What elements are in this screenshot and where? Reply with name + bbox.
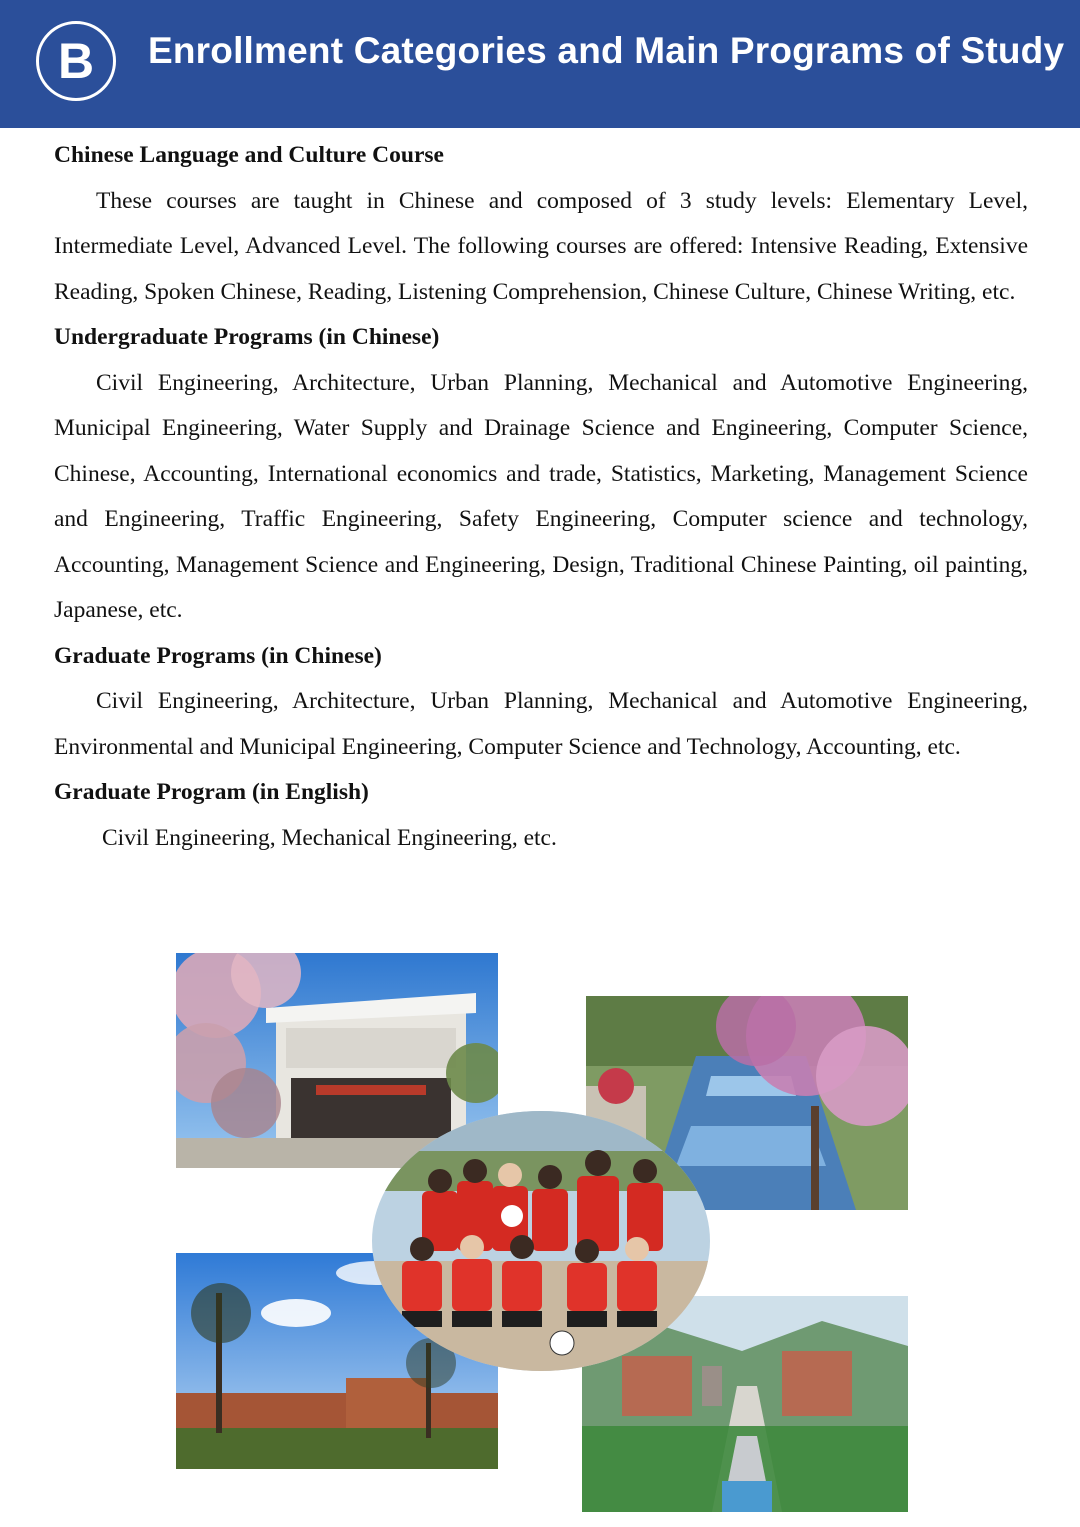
section-heading-undergraduate: Undergraduate Programs (in Chinese) — [54, 324, 440, 350]
page-header — [0, 0, 1080, 128]
section-body-undergraduate: Civil Engineering, Architecture, Urban Planning, Mechanical and Automotive Engineering, Municipal Engineering, Water Supply and Drainage Science and Engineering, Computer Science, Chinese, Accounting, International economics and trade, Statistics, Marketing, Management Science and Engineering, Traffic Engineering, Safety Engineering, Computer science and technology, Accounting, Management Science and Engineering, Design, Traditional Chinese Painting, oil painting, Japanese, etc. — [54, 369, 1028, 623]
section-body-language-course: These courses are taught in Chinese and composed of 3 study levels: Elementary Level, Intermediate Level, Advanced Level. The following courses are offered: Intensive Reading, Extensive Reading, Spoken Chinese, Reading, Listening Comprehension, Chinese Culture, Chinese Writing, etc. — [54, 187, 1028, 305]
section-body-graduate-english: Civil Engineering, Mechanical Engineering, etc. — [102, 824, 557, 851]
section-badge: B — [36, 21, 116, 101]
section-heading-graduate-chinese: Graduate Programs (in Chinese) — [54, 642, 382, 669]
main-content — [54, 133, 1028, 861]
section-heading-language-course: Chinese Language and Culture Course — [54, 142, 444, 168]
page-title: Enrollment Categories and Main Programs of Study — [148, 30, 1065, 71]
soccer-team-photo — [372, 1111, 710, 1371]
section-heading-graduate-english: Graduate Program (in English) — [54, 779, 369, 805]
section-body-graduate-chinese: Civil Engineering, Architecture, Urban Planning, Mechanical and Automotive Engineering, Environmental and Municipal Engineering, Computer Science and Technology, Accounting, etc. — [54, 688, 1028, 760]
